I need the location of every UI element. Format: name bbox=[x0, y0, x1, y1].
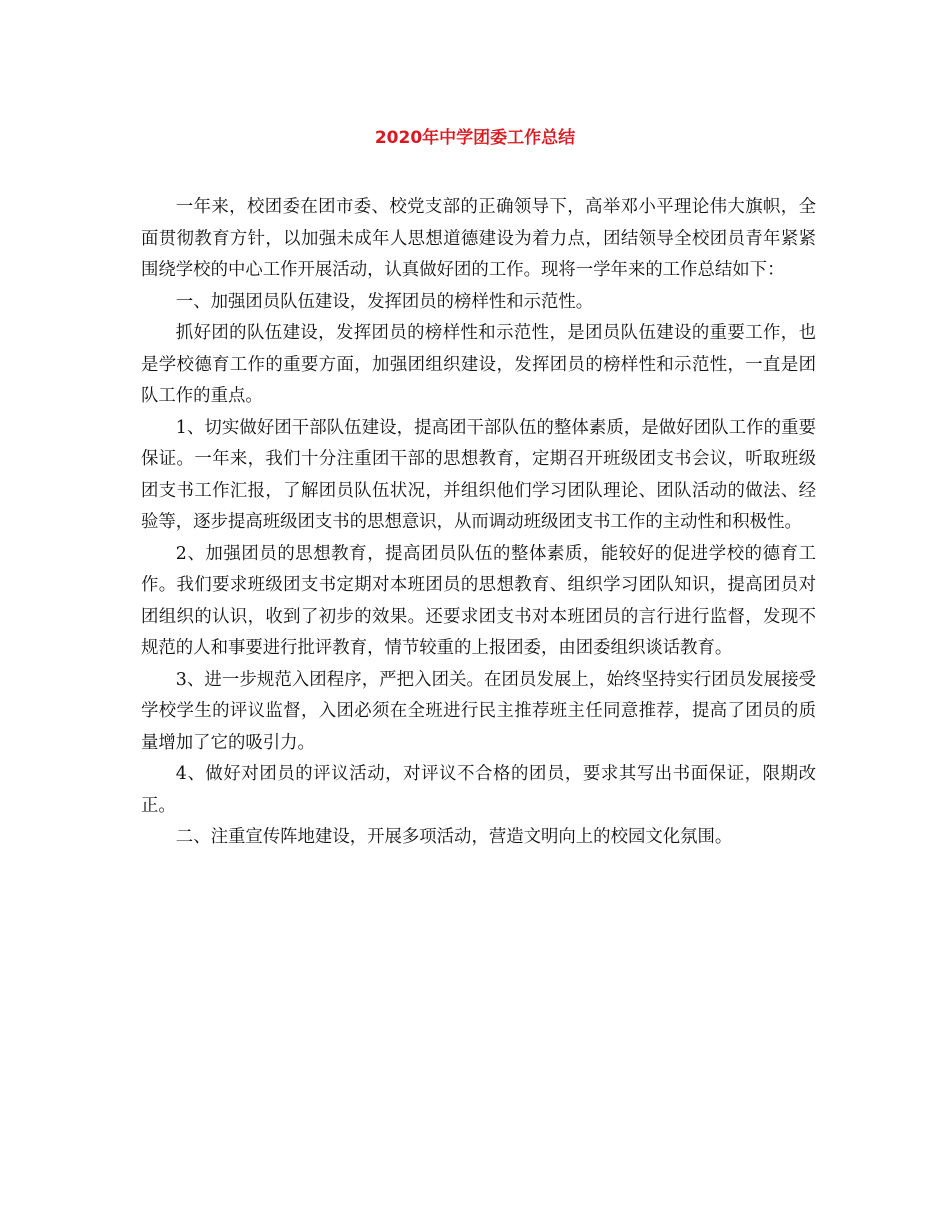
document-title: 2020年中学团委工作总结 bbox=[374, 128, 576, 148]
paragraph-item-3: 3、进一步规范入团程序，严把入团关。在团员发展上，始终坚持实行团员发展接受学校学生的评议监督，入团必须在全班进行民主推荐班主任同意推荐，提高了团员的质量增加了它的吸引力。 bbox=[141, 669, 816, 753]
section-heading-1: 一、加强团员队伍建设，发挥团员的榜样性和示范性。 bbox=[175, 291, 594, 312]
paragraph-item-4: 4、做好对团员的评议活动，对评议不合格的团员，要求其写出书面保证，限期改正。 bbox=[141, 764, 816, 816]
paragraph-intro: 一年来，校团委在团市委、校党支部的正确领导下，高举邓小平理论伟大旗帜，全面贯彻教育方针，以加强未成年人思想道德建设为着力点，团结领导全校团员青年紧紧围绕学校的中心工作开展活动，认真做好团的工作。现将一学年来的工作总结如下： bbox=[141, 197, 816, 280]
paragraph-item-2: 2、加强团员的思想教育，提高团员队伍的整体素质，能较好的促进学校的德育工作。我们要求班级团支书定期对本班团员的思想教育、组织学习团队知识，提高团员对团组织的认识，收到了初步的效果。还要求团支书对本班团员的言行进行监督，发现不规范的人和事要进行批评教育，情节较重的上报团委，由团委组织谈话教育。 bbox=[141, 543, 816, 658]
paragraph-item-1: 1、切实做好团干部队伍建设，提高团干部队伍的整体素质，是做好团队工作的重要保证。一年来，我们十分注重团干部的思想教育，定期召开班级团支书会议，听取班级团支书工作汇报，了解团员队伍状况，并组织他们学习团队理论、团队活动的做法、经验等，逐步提高班级团支书的思想意识，从而调动班级团支书工作的主动性和积极性。 bbox=[141, 417, 816, 532]
document-body bbox=[141, 192, 816, 854]
section-heading-2: 二、注重宣传阵地建设，开展多项活动，营造文明向上的校园文化氛围。 bbox=[175, 827, 733, 847]
paragraph-team-building: 抓好团的队伍建设，发挥团员的榜样性和示范性，是团员队伍建设的重要工作，也是学校德育工作的重要方面，加强团组织建设，发挥团员的榜样性和示范性，一直是团队工作的重点。 bbox=[141, 323, 816, 406]
